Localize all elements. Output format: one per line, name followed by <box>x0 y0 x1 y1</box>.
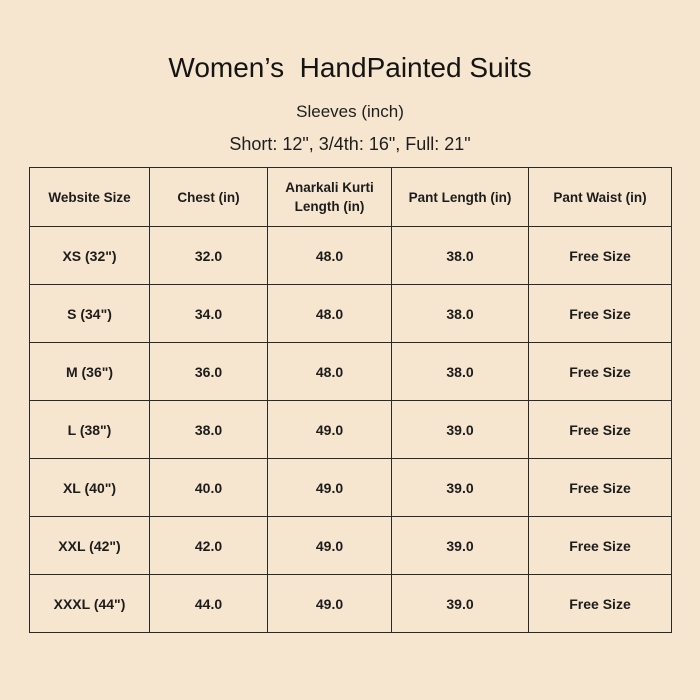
header-chest: Chest (in) <box>150 168 268 227</box>
table-row <box>30 517 672 575</box>
cell-chest: 34.0 <box>150 285 268 343</box>
table-row <box>30 227 672 285</box>
cell-pant-waist: Free Size <box>529 343 672 401</box>
cell-pant-length: 39.0 <box>392 459 529 517</box>
cell-pant-waist: Free Size <box>529 227 672 285</box>
cell-chest: 44.0 <box>150 575 268 633</box>
table-row <box>30 285 672 343</box>
cell-chest: 42.0 <box>150 517 268 575</box>
cell-size: XXXL (44") <box>30 575 150 633</box>
cell-chest: 36.0 <box>150 343 268 401</box>
cell-pant-waist: Free Size <box>529 285 672 343</box>
cell-pant-length: 38.0 <box>392 227 529 285</box>
cell-kurti-length: 49.0 <box>268 575 392 633</box>
cell-size: L (38") <box>30 401 150 459</box>
table-row <box>30 401 672 459</box>
cell-pant-length: 39.0 <box>392 517 529 575</box>
header-pant-waist: Pant Waist (in) <box>529 168 672 227</box>
table-row <box>30 343 672 401</box>
page-title: Women’s HandPainted Suits <box>168 52 532 83</box>
cell-chest: 38.0 <box>150 401 268 459</box>
cell-kurti-length: 48.0 <box>268 285 392 343</box>
cell-kurti-length: 48.0 <box>268 227 392 285</box>
table-header-row <box>30 168 672 227</box>
cell-pant-length: 38.0 <box>392 343 529 401</box>
cell-size: S (34") <box>30 285 150 343</box>
table-row <box>30 459 672 517</box>
cell-pant-waist: Free Size <box>529 517 672 575</box>
cell-pant-length: 39.0 <box>392 401 529 459</box>
header-website-size: Website Size <box>30 168 150 227</box>
cell-kurti-length: 49.0 <box>268 401 392 459</box>
table-row <box>30 575 672 633</box>
cell-pant-waist: Free Size <box>529 575 672 633</box>
cell-chest: 32.0 <box>150 227 268 285</box>
header-kurti-length: Anarkali Kurti Length (in) <box>268 168 392 227</box>
size-chart-table <box>29 167 672 633</box>
cell-size: XL (40") <box>30 459 150 517</box>
cell-kurti-length: 48.0 <box>268 343 392 401</box>
cell-size: M (36") <box>30 343 150 401</box>
sleeves-heading: Sleeves (inch) <box>296 102 404 121</box>
header-pant-length: Pant Length (in) <box>392 168 529 227</box>
cell-chest: 40.0 <box>150 459 268 517</box>
cell-pant-length: 39.0 <box>392 575 529 633</box>
cell-kurti-length: 49.0 <box>268 517 392 575</box>
cell-size: XS (32") <box>30 227 150 285</box>
cell-kurti-length: 49.0 <box>268 459 392 517</box>
cell-pant-waist: Free Size <box>529 401 672 459</box>
cell-pant-waist: Free Size <box>529 459 672 517</box>
sleeves-measurements: Short: 12", 3/4th: 16", Full: 21" <box>229 134 471 154</box>
cell-size: XXL (42") <box>30 517 150 575</box>
cell-pant-length: 38.0 <box>392 285 529 343</box>
